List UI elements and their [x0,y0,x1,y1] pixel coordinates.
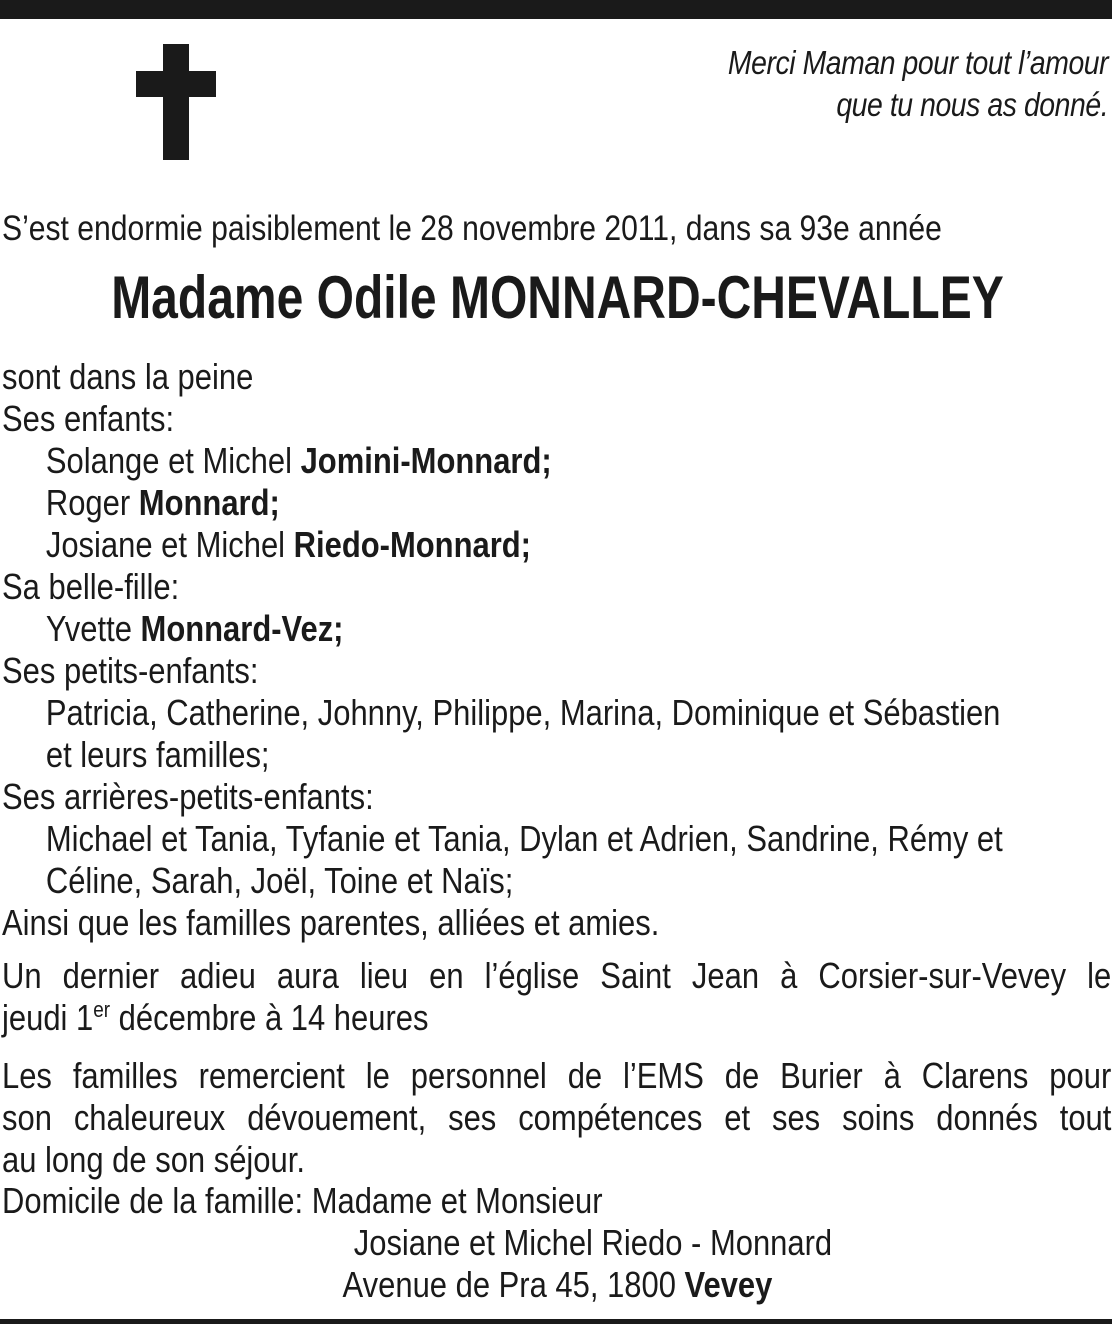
great-grandchildren-heading: Ses arrières-petits-enfants: [2,776,374,817]
domicile-line-3: Avenue de Pra 45, 1800 Vevey [342,1264,773,1305]
domicile-line-1: Domicile de la famille: Madame et Monsieur [2,1180,603,1221]
domicile-line-2: Josiane et Michel Riedo - Monnard [353,1222,833,1263]
ceremony-line-2: jeudi 1er décembre à 14 heures [2,997,429,1038]
thanks-line-2: son chaleureux dévouement, ses compétences et ses soins donnés tout [2,1097,1112,1138]
daughter-in-law-heading: Sa belle-fille: [2,566,180,607]
thanks-line-1: Les familles remercient le personnel de l’EMS de Burier à Clarens pour [2,1055,1112,1096]
mourners-intro: sont dans la peine [2,356,254,397]
child-entry: Roger Monnard; [45,482,280,523]
great-grandchildren-line: Michael et Tania, Tyfanie et Tania, Dylan et Adrien, Sandrine, Rémy et [45,818,1003,859]
grandchildren-line: Patricia, Catherine, Johnny, Philippe, Marina, Dominique et Sébastien [45,692,1001,733]
thanks-notice [2,1055,1111,1181]
child-entry: Solange et Michel Jomini-Monnard; [45,440,552,481]
children-heading: Ses enfants: [2,398,175,439]
family-domicile [2,1180,1111,1306]
thanks-line-3: au long de son séjour. [2,1139,305,1180]
mourners-list [2,356,1111,944]
ceremony-notice [2,955,1111,1039]
cross-icon [136,44,216,160]
grandchildren-heading: Ses petits-enfants: [2,650,259,691]
memorial-quote [728,42,1108,126]
mourners-closing: Ainsi que les familles parentes, alliées et amies. [2,902,660,943]
daughter-in-law-entry: Yvette Monnard-Vez; [45,608,344,649]
bottom-rule [0,1319,1112,1324]
deceased-name: Madame Odile MONNARD-CHEVALLEY [111,264,1004,331]
quote-line-1: Merci Maman pour tout l’amour [727,44,1108,81]
grandchildren-line: et leurs familles; [45,734,270,775]
quote-line-2: que tu nous as donné. [836,86,1108,123]
great-grandchildren-line: Céline, Sarah, Joël, Toine et Naïs; [45,860,514,901]
ceremony-line-1: Un dernier adieu aura lieu en l’église Saint Jean à Corsier-sur-Vevey le [2,955,1112,996]
child-entry: Josiane et Michel Riedo-Monnard; [45,524,531,565]
top-rule [0,0,1112,19]
announcement: S’est endormie paisiblement le 28 novembre 2011, dans sa 93e année [2,209,942,248]
